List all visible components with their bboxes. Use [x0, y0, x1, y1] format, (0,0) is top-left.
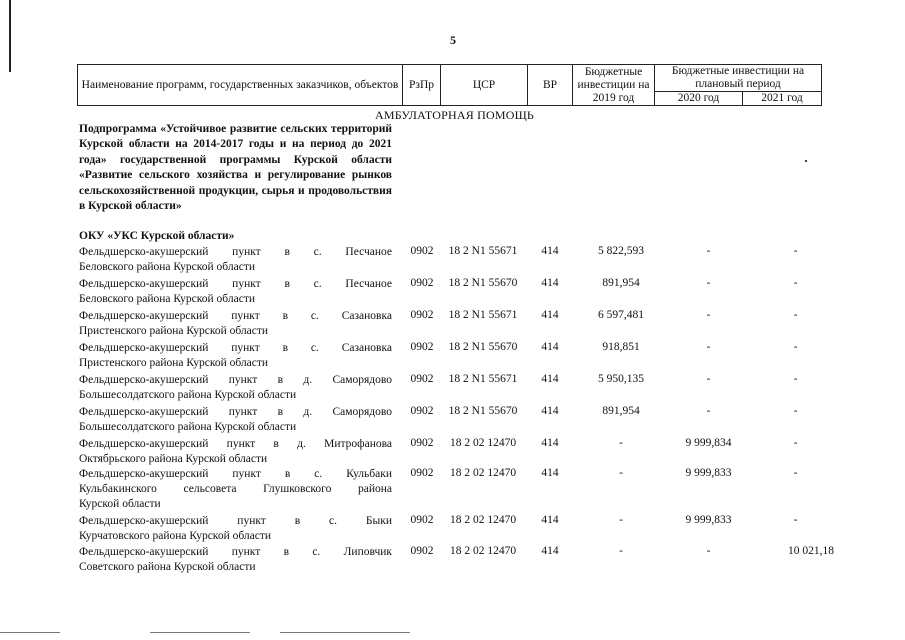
cell-vr: 414 [541, 467, 559, 479]
cell-2019: 5 822,593 [598, 245, 644, 257]
table-row [0, 245, 905, 275]
cell-rzpr: 0902 [410, 467, 434, 479]
cell-2021: 10 021,18 [788, 545, 834, 557]
header-vr: ВР [528, 65, 573, 106]
header-budget-plan: Бюджетные инвестиции на плановый период [655, 65, 822, 92]
table-row [0, 341, 905, 371]
table-row [0, 277, 905, 307]
cell-rzpr: 0902 [410, 545, 434, 557]
cell-vr: 414 [541, 405, 559, 417]
header-name: Наименование программ, государственных заказчиков, объектов [78, 65, 403, 106]
table-row [0, 545, 905, 575]
cell-2020: 9 999,833 [685, 467, 732, 479]
cell-csr: 18 2 N1 55671 [448, 373, 518, 385]
cell-csr: 18 2 02 12470 [449, 467, 517, 479]
cell-csr: 18 2 02 12470 [449, 514, 517, 526]
cell-2019: 891,954 [602, 277, 640, 289]
header-rzpr: РзПр [403, 65, 441, 106]
cell-2020: - [706, 341, 711, 353]
cell-2021: - [793, 514, 798, 526]
table-row [0, 405, 905, 435]
cell-rzpr: 0902 [410, 277, 434, 289]
object-name: Фельдшерско-акушерский пункт в д. Саморядово Большесолдатского района Курской области [79, 406, 392, 433]
header-year-2020: 2020 год [655, 92, 743, 106]
cell-2019: 6 597,481 [598, 309, 644, 321]
cell-2020: 9 999,834 [685, 437, 732, 449]
table-row [0, 309, 905, 339]
table-header [77, 64, 822, 106]
table-row [0, 373, 905, 403]
cell-2019: 5 950,135 [598, 373, 644, 385]
object-name: Фельдшерско-акушерский пункт в с. Сазановка Пристенского района Курской области [79, 342, 392, 369]
object-name: Фельдшерско-акушерский пункт в д. Митрофанова Октябрьского района Курской области [79, 438, 392, 465]
organization-name: ОКУ «УКС Курской области» [79, 230, 235, 242]
object-name: Фельдшерско-акушерский пункт в с. Песчаное Беловского района Курской области [79, 278, 392, 305]
cell-2020: 9 999,833 [685, 514, 732, 526]
table-row [0, 514, 905, 544]
cell-2019: 891,954 [602, 405, 640, 417]
cell-rzpr: 0902 [410, 437, 434, 449]
cell-vr: 414 [541, 514, 559, 526]
cell-2021: - [793, 309, 798, 321]
cell-vr: 414 [541, 545, 559, 557]
cell-2020: - [706, 309, 711, 321]
cell-2019: 918,851 [602, 341, 640, 353]
scan-artifact-line [0, 632, 60, 633]
object-name: Фельдшерско-акушерский пункт в с. Песчаное Беловского района Курской области [79, 246, 392, 273]
cell-csr: 18 2 N1 55670 [448, 405, 518, 417]
cell-csr: 18 2 N1 55670 [448, 277, 518, 289]
scan-artifact-line [280, 632, 410, 633]
cell-vr: 414 [541, 373, 559, 385]
scan-artifact-line [150, 632, 250, 633]
cell-vr: 414 [541, 437, 559, 449]
cell-rzpr: 0902 [410, 373, 434, 385]
cell-2020: - [706, 545, 711, 557]
cell-rzpr: 0902 [410, 514, 434, 526]
cell-csr: 18 2 N1 55671 [448, 309, 518, 321]
cell-2019: - [619, 467, 623, 479]
stray-dot [805, 160, 807, 162]
cell-2021: - [793, 405, 798, 417]
cell-rzpr: 0902 [410, 309, 434, 321]
cell-2019: - [619, 514, 623, 526]
subprogram-title: Подпрограмма «Устойчивое развитие сельских территорий Курской области на 2014-2017 годы и на период до 2021 года» государственной программы Курской области «Развитие сельского хозяйства и регулирование рынков сельскохозяйственной продукции, сырья и продовольствия в Курской области» [79, 123, 392, 213]
page-number: 5 [450, 33, 456, 47]
cell-rzpr: 0902 [410, 341, 434, 353]
cell-2021: - [793, 277, 798, 289]
cell-rzpr: 0902 [410, 405, 434, 417]
cell-2021: - [793, 467, 798, 479]
header-csr: ЦСР [441, 65, 528, 106]
cell-2021: - [793, 373, 798, 385]
cell-vr: 414 [541, 277, 559, 289]
binding-margin-line [9, 0, 11, 72]
cell-csr: 18 2 N1 55671 [448, 245, 518, 257]
cell-rzpr: 0902 [410, 245, 434, 257]
object-name: Фельдшерско-акушерский пункт в с. Липовчик Советского района Курской области [79, 546, 392, 573]
cell-csr: 18 2 02 12470 [449, 437, 517, 449]
cell-csr: 18 2 N1 55670 [448, 341, 518, 353]
cell-2020: - [706, 277, 711, 289]
header-year-2021: 2021 год [743, 92, 822, 106]
cell-vr: 414 [541, 309, 559, 321]
cell-2021: - [793, 437, 798, 449]
cell-2020: - [706, 405, 711, 417]
object-name: Фельдшерско-акушерский пункт в с. Сазановка Пристенского района Курской области [79, 310, 392, 337]
cell-2019: - [619, 437, 623, 449]
object-name: Фельдшерско-акушерский пункт в с. Кульбаки Кульбакинского сельсовета Глушковского района Курской области [79, 468, 392, 510]
table-row [0, 437, 905, 467]
cell-2020: - [706, 373, 711, 385]
cell-2021: - [793, 245, 798, 257]
cell-vr: 414 [541, 341, 559, 353]
cell-vr: 414 [541, 245, 559, 257]
object-name: Фельдшерско-акушерский пункт в д. Саморядово Большесолдатского района Курской области [79, 374, 392, 401]
table-row [0, 467, 905, 513]
object-name: Фельдшерско-акушерский пункт в с. Быки Курчатовского района Курской области [79, 515, 392, 542]
cell-csr: 18 2 02 12470 [449, 545, 517, 557]
header-budget-2019: Бюджетные инвестиции на 2019 год [573, 65, 655, 106]
section-title: АМБУЛАТОРНАЯ ПОМОЩЬ [375, 108, 535, 122]
cell-2021: - [793, 341, 798, 353]
cell-2019: - [619, 545, 623, 557]
cell-2020: - [706, 245, 711, 257]
